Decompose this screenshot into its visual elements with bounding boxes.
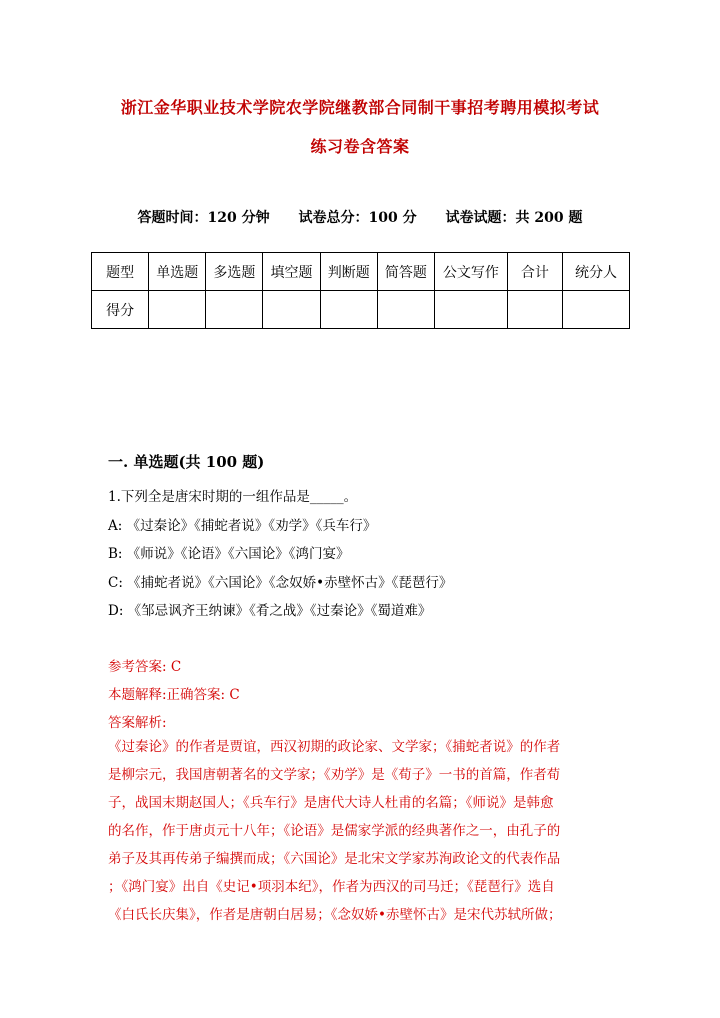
explanation-label: 本题解释:正确答案: C — [108, 687, 240, 703]
exam-question-count: 试卷试题：共 200 题 — [445, 210, 583, 226]
option-b: B: 《师说》《论语》《六国论》《鸿门宴》 — [108, 546, 350, 562]
analysis-label: 答案解析: — [108, 715, 167, 731]
table-header-cell: 公文写作 — [434, 253, 507, 291]
table-header-cell: 判断题 — [320, 253, 377, 291]
analysis-line: 是柳宗元，我国唐朝著名的文学家；《劝学》是《荀子》一书的首篇，作者荀 — [108, 767, 561, 783]
option-c: C: 《捕蛇者说》《六国论》《念奴娇•赤壁怀古》《琵琶行》 — [108, 575, 453, 591]
table-header-cell: 统分人 — [562, 253, 629, 291]
analysis-line: 《过秦论》的作者是贾谊，西汉初期的政论家、文学家；《捕蛇者说》的作者 — [108, 739, 561, 755]
analysis-line: ；《鸿门宴》出自《史记•项羽本纪》，作者为西汉的司马迁；《琵琶行》选自 — [108, 879, 555, 895]
exam-time: 答题时间：120 分钟 — [137, 210, 270, 226]
score-cell[interactable] — [377, 291, 434, 329]
score-cell[interactable] — [507, 291, 562, 329]
analysis-line: 的名作，作于唐贞元十八年；《论语》是儒家学派的经典著作之一，由孔子的 — [108, 823, 561, 839]
document-title-line2: 练习卷含答案 — [310, 137, 410, 156]
table-header-cell: 填空题 — [263, 253, 320, 291]
reference-answer: 参考答案: C — [108, 659, 182, 675]
analysis-line: 子，战国末期赵国人；《兵车行》是唐代大诗人杜甫的名篇；《师说》是韩愈 — [108, 795, 554, 811]
table-header-cell: 合计 — [507, 253, 562, 291]
table-header-cell: 多选题 — [206, 253, 263, 291]
table-header-cell: 题型 — [92, 253, 149, 291]
score-cell[interactable] — [434, 291, 507, 329]
score-table — [91, 252, 630, 329]
analysis-line: 弟子及其再传弟子编撰而成；《六国论》是北宋文学家苏洵政论文的代表作品 — [108, 851, 561, 867]
analysis-line: 《白氏长庆集》，作者是唐朝白居易；《念奴娇•赤壁怀古》是宋代苏轼所做； — [108, 907, 562, 923]
option-d: D: 《邹忌讽齐王纳谏》《肴之战》《过秦论》《蜀道难》 — [108, 603, 432, 619]
table-row-label: 得分 — [92, 291, 149, 329]
score-table-row — [92, 291, 630, 329]
score-table-header-row — [92, 253, 630, 291]
score-cell[interactable] — [562, 291, 629, 329]
document-title-line1: 浙江金华职业技术学院农学院继教部合同制干事招考聘用模拟考试 — [120, 98, 600, 117]
table-header-cell: 简答题 — [377, 253, 434, 291]
score-cell[interactable] — [263, 291, 320, 329]
analysis-text — [108, 733, 612, 929]
score-cell[interactable] — [206, 291, 263, 329]
table-header-cell: 单选题 — [149, 253, 206, 291]
option-a: A: 《过秦论》《捕蛇者说》《劝学》《兵车行》 — [108, 518, 377, 534]
score-cell[interactable] — [320, 291, 377, 329]
score-cell[interactable] — [149, 291, 206, 329]
section-title: 一. 单选题(共 100 题) — [108, 453, 265, 471]
question-stem: 1.下列全是唐宋时期的一组作品是_____。 — [108, 489, 358, 505]
exam-total-score: 试卷总分：100 分 — [298, 210, 417, 226]
exam-meta — [0, 207, 720, 227]
